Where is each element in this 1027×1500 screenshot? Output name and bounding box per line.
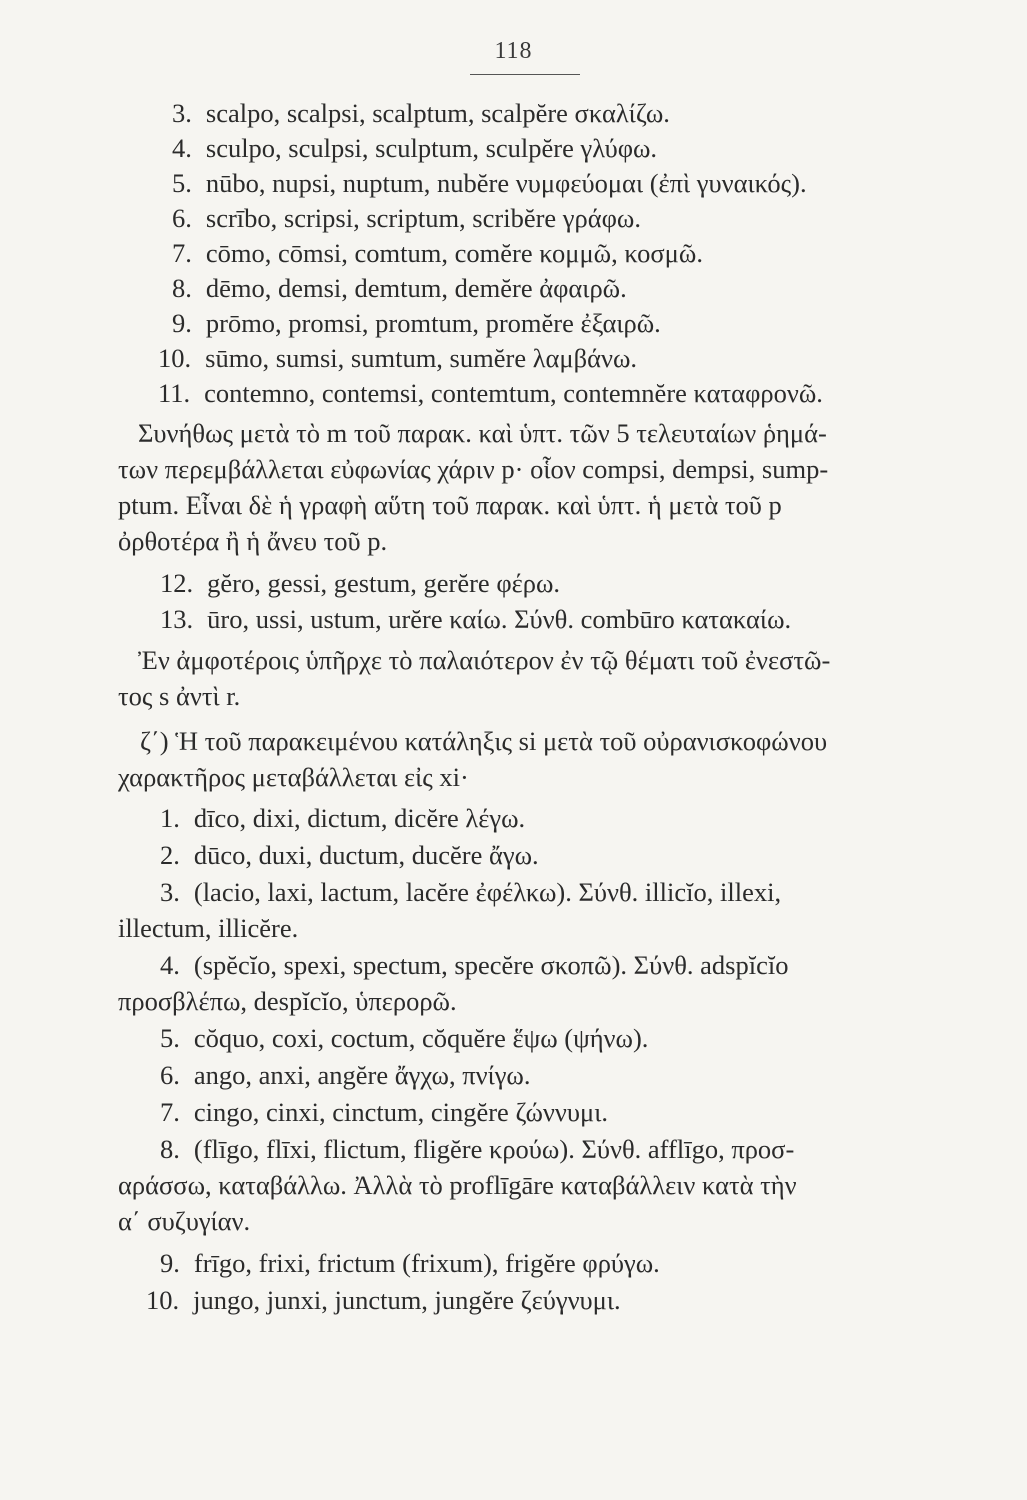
item-text: sculpo, sculpsi, sculptum, sculpĕre γλύφω. <box>205 133 658 163</box>
item-text: gĕro, gessi, gestum, gerĕre φέρω. <box>207 568 561 598</box>
note-line: ptum. Εἶναι δὲ ἡ γραφὴ αὕτη τοῦ παρακ. καὶ ὑπτ. ἡ μετὰ τοῦ p <box>118 490 782 520</box>
item-number: 9. <box>172 308 192 338</box>
list-item <box>160 1132 794 1167</box>
list-item <box>160 1246 660 1281</box>
list-item <box>172 236 703 271</box>
item-text: scalpo, scalpsi, scalptum, scalpĕre σκαλίζω. <box>205 98 670 128</box>
item-text: dēmo, demsi, demtum, demĕre ἀφαιρῶ. <box>205 273 627 303</box>
list-item <box>172 201 641 236</box>
item-text: jungo, junxi, junctum, jungĕre ζεύγνυμι. <box>193 1285 621 1315</box>
item-number: 11. <box>158 378 191 408</box>
note-line: των περεμβάλλεται εὐφωνίας χάριν p· οἷον compsi, dempsi, sump- <box>118 454 829 484</box>
list-item <box>160 602 791 637</box>
list-item <box>160 801 525 836</box>
item-text: dūco, duxi, ductum, ducĕre ἄγω. <box>193 840 539 870</box>
list-item-cont: illectum, illicĕre. <box>118 913 299 943</box>
item-text: cŏquo, coxi, coctum, cŏquĕre ἕψω (ψήνω). <box>193 1023 649 1053</box>
list-item <box>160 1021 648 1056</box>
item-number: 10. <box>146 1285 180 1315</box>
item-text: sūmo, sumsi, sumtum, sumĕre λαμβάνω. <box>205 343 638 373</box>
page-number-rule <box>470 74 580 75</box>
page-number: 118 <box>494 38 533 64</box>
item-text: (lacio, laxi, lactum, lacĕre ἐφέλκω). Σύνθ. illicĭo, illexi, <box>193 877 782 907</box>
list-item <box>160 875 781 910</box>
item-text: cōmo, cōmsi, comtum, comĕre κομμῶ, κοσμῶ. <box>205 238 703 268</box>
list-item <box>160 838 539 873</box>
list-item-cont: αράσσω, καταβάλλω. Ἀλλὰ τὸ proflīgāre καταβάλλειν κατὰ τὴν <box>118 1170 797 1200</box>
item-text: cingo, cinxi, cinctum, cingĕre ζώννυμι. <box>193 1097 608 1127</box>
item-number: 5. <box>172 168 192 198</box>
item-text: ango, anxi, angĕre ἄγχω, πνίγω. <box>193 1060 531 1090</box>
item-number: 12. <box>160 568 194 598</box>
item-number: 3. <box>172 98 192 128</box>
item-text: scrībo, scripsi, scriptum, scribĕre γράφω. <box>205 203 641 233</box>
item-number: 9. <box>160 1248 180 1278</box>
item-number: 1. <box>160 803 180 833</box>
list-item <box>146 1283 621 1318</box>
item-number: 7. <box>172 238 192 268</box>
item-text: ūro, ussi, ustum, urĕre καίω. Σύνθ. combūro κατακαίω. <box>207 604 792 634</box>
item-text: contemno, contemsi, contemtum, contemnĕre καταφρονῶ. <box>204 378 823 408</box>
item-number: 13. <box>160 604 194 634</box>
list-item <box>160 948 788 983</box>
list-item <box>172 271 627 306</box>
list-item <box>172 166 807 201</box>
note-line: Ἐν ἀμφοτέροις ὑπῆρχε τὸ παλαιότερον ἐν τῷ θέματι τοῦ ἐνεστῶ- <box>138 645 831 675</box>
item-number: 4. <box>172 133 192 163</box>
item-text: (spĕcĭo, spexi, spectum, specĕre σκοπῶ). Σύνθ. adspĭcĭo <box>193 950 789 980</box>
list-item <box>158 341 637 376</box>
list-item <box>172 96 670 131</box>
item-number: 7. <box>160 1097 180 1127</box>
item-text: nūbo, nupsi, nuptum, nubĕre νυμφεύομαι (ἐπὶ γυναικός). <box>205 168 807 198</box>
item-number: 2. <box>160 840 180 870</box>
item-number: 8. <box>160 1134 180 1164</box>
list-item-cont: προσβλέπω, despĭcĭo, ὑπερορῶ. <box>118 986 457 1016</box>
list-item <box>160 1058 530 1093</box>
section-heading: ζ΄) Ἡ τοῦ παρακειμένου κατάληξις si μετὰ τοῦ οὐρανισκοφώνου <box>140 726 828 756</box>
item-number: 4. <box>160 950 180 980</box>
list-item <box>172 131 657 166</box>
item-text: frīgo, frixi, frictum (frixum), frigĕre φρύγω. <box>193 1248 660 1278</box>
item-text: prōmo, promsi, promtum, promĕre ἐξαιρῶ. <box>205 308 661 338</box>
list-item <box>160 1095 608 1130</box>
item-number: 5. <box>160 1023 180 1053</box>
list-item-cont: α΄ συζυγίαν. <box>118 1206 251 1236</box>
list-item <box>158 376 823 411</box>
item-number: 6. <box>172 203 192 233</box>
item-number: 10. <box>158 343 192 373</box>
list-item <box>172 306 661 341</box>
item-number: 8. <box>172 273 192 303</box>
note-line: τος s ἀντὶ r. <box>118 681 241 711</box>
list-item <box>160 566 560 601</box>
item-text: dīco, dixi, dictum, dicĕre λέγω. <box>193 803 526 833</box>
section-heading-cont: χαρακτῆρος μεταβάλλεται εἰς xi· <box>118 762 469 792</box>
note-line: ὀρθοτέρα ἢ ἡ ἄνευ τοῦ p. <box>118 526 388 556</box>
item-number: 3. <box>160 877 180 907</box>
item-text: (flīgo, flīxi, flictum, fligĕre κρούω). Σύνθ. afflīgo, προσ- <box>193 1134 795 1164</box>
note-line: Συνήθως μετὰ τὸ m τοῦ παρακ. καὶ ὑπτ. τῶν 5 τελευταίων ῥημά- <box>138 418 827 448</box>
item-number: 6. <box>160 1060 180 1090</box>
